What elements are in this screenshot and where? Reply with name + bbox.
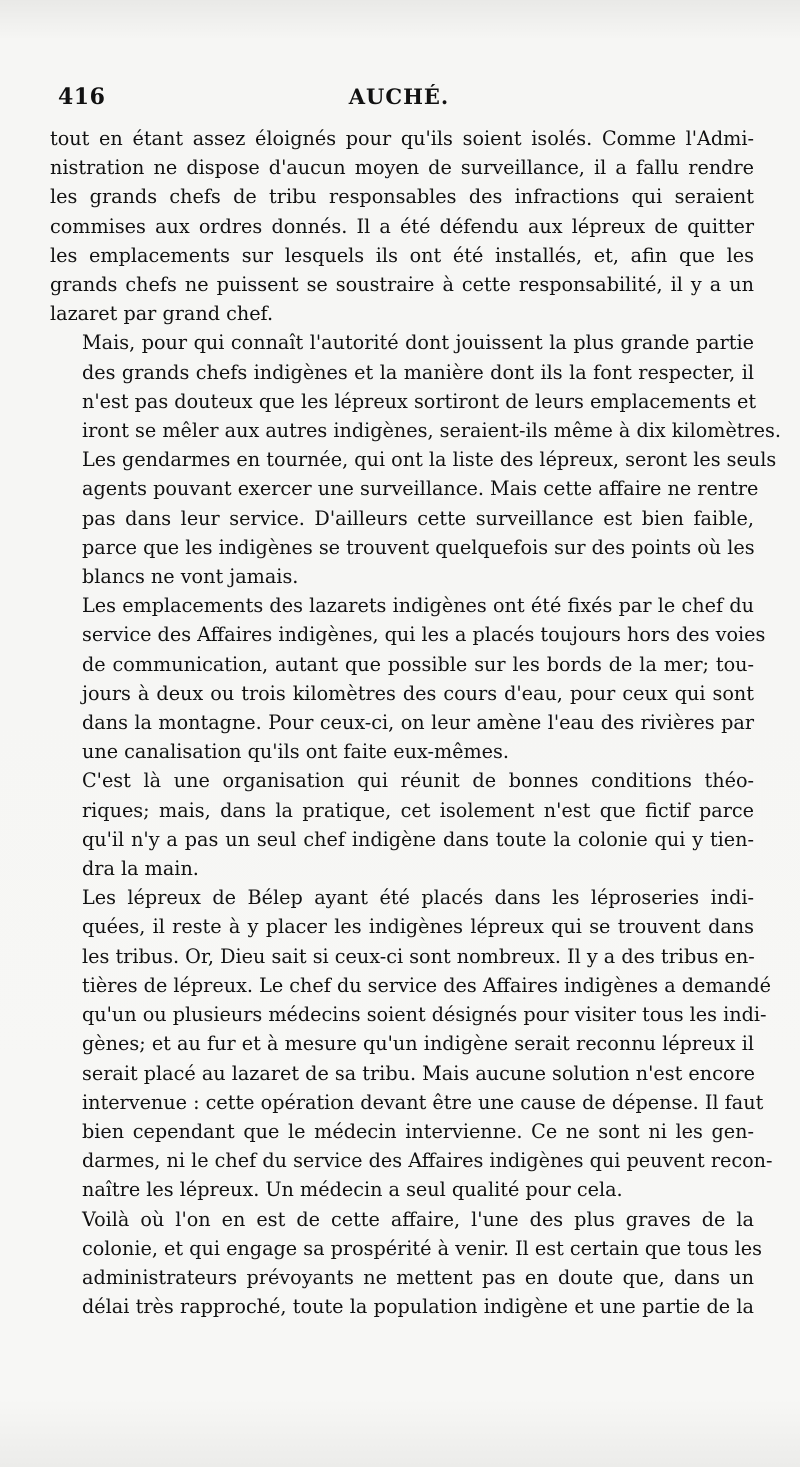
text-line: blancs ne vont jamais.	[82, 565, 299, 589]
text-line: commises aux ordres donnés. Il a été défendu aux lépreux de quitter	[50, 214, 754, 238]
text-line: darmes, ni le chef du service des Affaires indigènes qui peuvent recon-	[82, 1149, 773, 1173]
text-line: délai très rapproché, toute la population indigène et une partie de la	[82, 1295, 754, 1319]
text-line: administrateurs prévoyants ne mettent pas en doute que, dans un	[82, 1265, 754, 1289]
text-line: grands chefs ne puissent se soustraire à cette responsabilité, il y a un	[50, 273, 754, 297]
text-line: nistration ne dispose d'aucun moyen de surveillance, il a fallu rendre	[50, 156, 754, 180]
text-line: des grands chefs indigènes et la manière dont ils la font respecter, il	[82, 360, 754, 384]
text-line: les grands chefs de tribu responsables des infractions qui seraient	[50, 185, 754, 209]
text-line: serait placé au lazaret de sa tribu. Mais aucune solution n'est encore	[82, 1061, 755, 1085]
text-line: dra la main.	[82, 857, 199, 881]
text-line: les tribus. Or, Dieu sait si ceux-ci sont nombreux. Il y a des tribus en-	[82, 944, 755, 968]
text-line: Mais, pour qui connaît l'autorité dont jouissent la plus grande partie	[82, 331, 754, 355]
text-line: agents pouvant exercer une surveillance. Mais cette affaire ne rentre	[82, 477, 759, 501]
text-line: qu'un ou plusieurs médecins soient désignés pour visiter tous les indi-	[82, 1003, 767, 1027]
paragraph	[50, 1205, 762, 1322]
text-line: jours à deux ou trois kilomètres des cours d'eau, pour ceux qui sont	[82, 681, 754, 705]
text-line: tières de lépreux. Le chef du service des Affaires indigènes a demandé	[82, 973, 772, 997]
paragraph	[50, 591, 766, 766]
text-line: Les gendarmes en tournée, qui ont la liste des lépreux, seront les seuls	[82, 448, 777, 472]
text-line: qu'il n'y a pas un seul chef indigène dans toute la colonie qui y tien-	[82, 827, 754, 851]
text-line: une canalisation qu'ils ont faite eux-mêmes.	[82, 740, 509, 764]
text-line: quées, il reste à y placer les indigènes lépreux qui se trouvent dans	[82, 915, 754, 939]
text-line: Voilà où l'on en est de cette affaire, l'une des plus graves de la	[82, 1207, 754, 1231]
text-line: n'est pas douteux que les lépreux sortiront de leurs emplacements et	[82, 389, 757, 413]
text-line: service des Affaires indigènes, qui les a placés toujours hors des voies	[82, 623, 766, 647]
text-line: C'est là une organisation qui réunit de bonnes conditions théo-	[82, 769, 754, 793]
text-line: Les lépreux de Bélep ayant été placés dans les léproseries indi-	[82, 886, 754, 910]
paragraph	[50, 124, 754, 328]
body-text	[50, 124, 781, 1321]
text-line: gènes; et au fur et à mesure qu'un indigène serait reconnu lépreux il	[82, 1032, 754, 1056]
text-line: pas dans leur service. D'ailleurs cette surveillance est bien faible,	[82, 506, 754, 530]
text-line: tout en étant assez éloignés pour qu'ils soient isolés. Comme l'Admi-	[50, 127, 754, 150]
text-line: riques; mais, dans la pratique, cet isolement n'est que fictif parce	[82, 798, 754, 822]
text-line: colonie, et qui engage sa prospérité à venir. Il est certain que tous les	[82, 1236, 762, 1260]
text-line: de communication, autant que possible sur les bords de la mer; tou-	[82, 652, 754, 676]
text-line: bien cependant que le médecin intervienne. Ce ne sont ni les gen-	[82, 1119, 754, 1143]
text-line: Les emplacements des lazarets indigènes ont été fixés par le chef du	[82, 594, 754, 618]
text-line: iront se mêler aux autres indigènes, seraient-ils même à dix kilomètres.	[82, 419, 781, 443]
text-line: dans la montagne. Pour ceux-ci, on leur amène l'eau des rivières par	[82, 711, 754, 735]
text-line: naître les lépreux. Un médecin a seul qualité pour cela.	[82, 1178, 623, 1202]
paragraph	[50, 766, 754, 883]
paragraph	[50, 328, 781, 591]
page-number: 416	[58, 84, 106, 110]
page-header	[58, 84, 740, 114]
paragraph	[50, 883, 773, 1204]
text-line: lazaret par grand chef.	[50, 302, 274, 326]
text-line: les emplacements sur lesquels ils ont été installés, et, afin que les	[50, 243, 754, 267]
running-head: AUCHÉ.	[348, 84, 450, 109]
text-line: parce que les indigènes se trouvent quelquefois sur des points où les	[82, 535, 755, 559]
text-line: intervenue : cette opération devant être une cause de dépense. Il faut	[82, 1090, 764, 1114]
